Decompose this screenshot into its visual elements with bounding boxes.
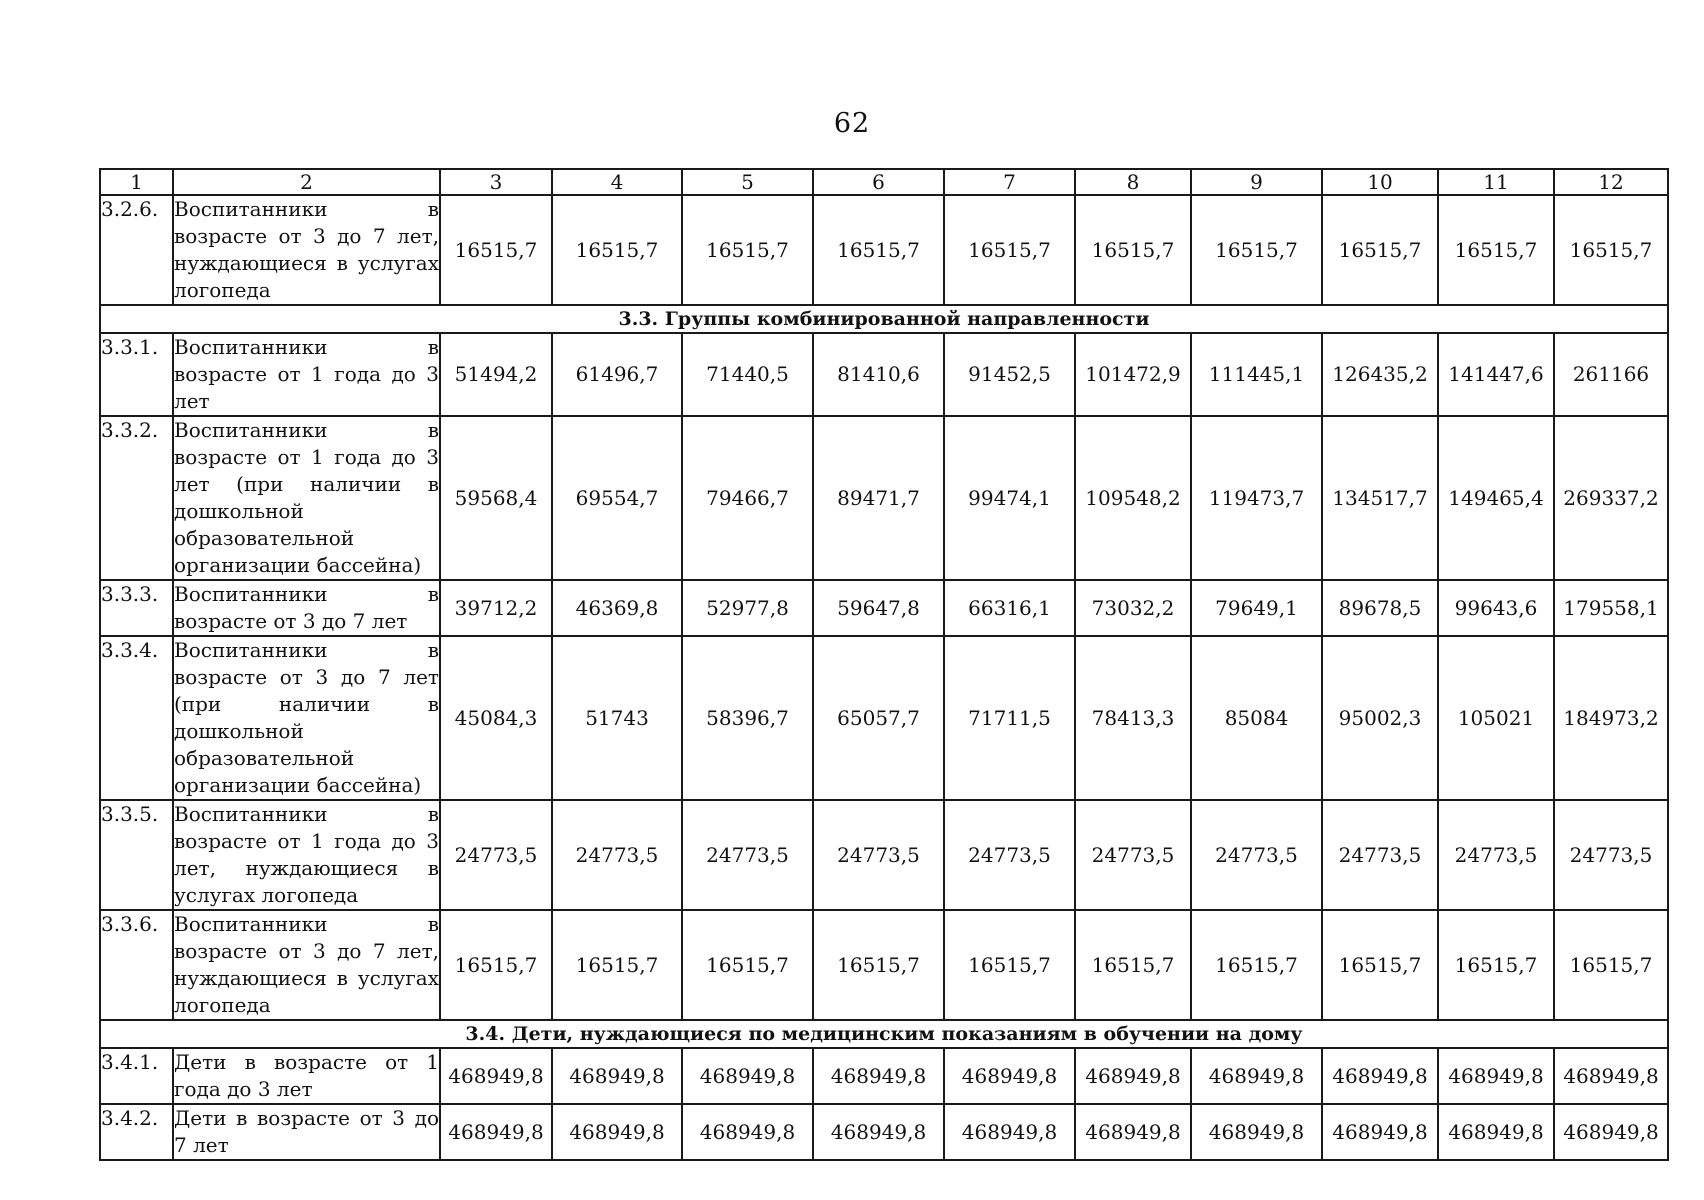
value-cell: 16515,7 [1438, 195, 1554, 305]
value-cell: 468949,8 [552, 1104, 682, 1160]
row-code: 3.2.6. [100, 195, 173, 305]
value-cell: 179558,1 [1554, 580, 1668, 636]
value-cell: 134517,7 [1322, 416, 1438, 580]
value-cell: 85084 [1191, 636, 1322, 800]
value-cell: 468949,8 [1322, 1048, 1438, 1104]
value-cell: 89678,5 [1322, 580, 1438, 636]
column-number: 1 [100, 169, 173, 195]
value-cell: 468949,8 [552, 1048, 682, 1104]
value-cell: 16515,7 [1191, 195, 1322, 305]
value-cell: 468949,8 [440, 1048, 552, 1104]
value-cell: 24773,5 [552, 800, 682, 910]
table-row [100, 910, 1668, 1020]
value-cell: 468949,8 [1438, 1048, 1554, 1104]
value-cell: 24773,5 [1075, 800, 1191, 910]
table-row [100, 800, 1668, 910]
row-description: Дети в возрасте от 1 года до 3 лет [173, 1048, 440, 1104]
row-code: 3.4.1. [100, 1048, 173, 1104]
row-code: 3.3.4. [100, 636, 173, 800]
value-cell: 468949,8 [682, 1048, 813, 1104]
value-cell: 24773,5 [813, 800, 944, 910]
value-cell: 16515,7 [682, 910, 813, 1020]
value-cell: 16515,7 [1438, 910, 1554, 1020]
section-heading-row [100, 1020, 1668, 1048]
value-cell: 468949,8 [813, 1048, 944, 1104]
table-row [100, 580, 1668, 636]
value-cell: 16515,7 [1075, 195, 1191, 305]
row-code: 3.3.3. [100, 580, 173, 636]
value-cell: 24773,5 [1191, 800, 1322, 910]
value-cell: 16515,7 [1554, 910, 1668, 1020]
table-row [100, 1104, 1668, 1160]
value-cell: 52977,8 [682, 580, 813, 636]
value-cell: 79466,7 [682, 416, 813, 580]
value-cell: 58396,7 [682, 636, 813, 800]
column-number: 5 [682, 169, 813, 195]
value-cell: 99474,1 [944, 416, 1075, 580]
column-number: 6 [813, 169, 944, 195]
table-row [100, 1048, 1668, 1104]
value-cell: 468949,8 [1322, 1104, 1438, 1160]
value-cell: 61496,7 [552, 333, 682, 416]
value-cell: 16515,7 [944, 195, 1075, 305]
value-cell: 16515,7 [1075, 910, 1191, 1020]
value-cell: 119473,7 [1191, 416, 1322, 580]
column-number: 11 [1438, 169, 1554, 195]
column-number: 8 [1075, 169, 1191, 195]
value-cell: 24773,5 [682, 800, 813, 910]
value-cell: 78413,3 [1075, 636, 1191, 800]
value-cell: 16515,7 [813, 910, 944, 1020]
value-cell: 468949,8 [1191, 1048, 1322, 1104]
value-cell: 66316,1 [944, 580, 1075, 636]
row-code: 3.3.5. [100, 800, 173, 910]
value-cell: 51494,2 [440, 333, 552, 416]
column-number: 9 [1191, 169, 1322, 195]
value-cell: 45084,3 [440, 636, 552, 800]
row-description: Воспитанники в возрасте от 3 до 7 лет [173, 580, 440, 636]
value-cell: 16515,7 [944, 910, 1075, 1020]
value-cell: 16515,7 [552, 910, 682, 1020]
row-description: Воспитанники в возрасте от 1 года до 3 лет, нуждающиеся в услугах логопеда [173, 800, 440, 910]
column-number: 7 [944, 169, 1075, 195]
value-cell: 468949,8 [1075, 1104, 1191, 1160]
value-cell: 16515,7 [1554, 195, 1668, 305]
value-cell: 126435,2 [1322, 333, 1438, 416]
value-cell: 65057,7 [813, 636, 944, 800]
value-cell: 95002,3 [1322, 636, 1438, 800]
row-description: Воспитанники в возрасте от 1 года до 3 лет (при наличии в дошкольной образовательной организации бассейна) [173, 416, 440, 580]
value-cell: 16515,7 [813, 195, 944, 305]
row-description: Воспитанники в возрасте от 3 до 7 лет, нуждающиеся в услугах логопеда [173, 910, 440, 1020]
value-cell: 59647,8 [813, 580, 944, 636]
value-cell: 101472,9 [1075, 333, 1191, 416]
column-number-row [100, 169, 1668, 195]
row-description: Воспитанники в возрасте от 1 года до 3 лет [173, 333, 440, 416]
row-code: 3.3.2. [100, 416, 173, 580]
value-cell: 16515,7 [552, 195, 682, 305]
value-cell: 468949,8 [1554, 1048, 1668, 1104]
value-cell: 16515,7 [440, 910, 552, 1020]
table-row [100, 333, 1668, 416]
column-number: 4 [552, 169, 682, 195]
row-code: 3.4.2. [100, 1104, 173, 1160]
section-title: 3.4. Дети, нуждающиеся по медицинским показаниям в обучении на дому [100, 1020, 1668, 1048]
value-cell: 24773,5 [440, 800, 552, 910]
value-cell: 468949,8 [1438, 1104, 1554, 1160]
section-title: 3.3. Группы комбинированной направленности [100, 305, 1668, 333]
value-cell: 269337,2 [1554, 416, 1668, 580]
value-cell: 468949,8 [813, 1104, 944, 1160]
value-cell: 69554,7 [552, 416, 682, 580]
value-cell: 111445,1 [1191, 333, 1322, 416]
value-cell: 468949,8 [440, 1104, 552, 1160]
value-cell: 71440,5 [682, 333, 813, 416]
column-number: 2 [173, 169, 440, 195]
row-code: 3.3.6. [100, 910, 173, 1020]
row-description: Дети в возрасте от 3 до 7 лет [173, 1104, 440, 1160]
tariff-table [99, 168, 1669, 1161]
value-cell: 468949,8 [682, 1104, 813, 1160]
value-cell: 71711,5 [944, 636, 1075, 800]
value-cell: 149465,4 [1438, 416, 1554, 580]
value-cell: 51743 [552, 636, 682, 800]
value-cell: 79649,1 [1191, 580, 1322, 636]
value-cell: 39712,2 [440, 580, 552, 636]
value-cell: 59568,4 [440, 416, 552, 580]
value-cell: 24773,5 [1554, 800, 1668, 910]
value-cell: 468949,8 [1191, 1104, 1322, 1160]
row-description: Воспитанники в возрасте от 3 до 7 лет, нуждающиеся в услугах логопеда [173, 195, 440, 305]
value-cell: 89471,7 [813, 416, 944, 580]
column-number: 10 [1322, 169, 1438, 195]
value-cell: 91452,5 [944, 333, 1075, 416]
row-description: Воспитанники в возрасте от 3 до 7 лет (при наличии в дошкольной образовательной организации бассейна) [173, 636, 440, 800]
value-cell: 261166 [1554, 333, 1668, 416]
page-number: 62 [833, 108, 871, 139]
value-cell: 73032,2 [1075, 580, 1191, 636]
value-cell: 81410,6 [813, 333, 944, 416]
value-cell: 184973,2 [1554, 636, 1668, 800]
row-code: 3.3.1. [100, 333, 173, 416]
value-cell: 468949,8 [944, 1048, 1075, 1104]
value-cell: 46369,8 [552, 580, 682, 636]
column-number: 3 [440, 169, 552, 195]
value-cell: 141447,6 [1438, 333, 1554, 416]
value-cell: 105021 [1438, 636, 1554, 800]
value-cell: 468949,8 [944, 1104, 1075, 1160]
value-cell: 16515,7 [1322, 910, 1438, 1020]
value-cell: 24773,5 [1438, 800, 1554, 910]
value-cell: 16515,7 [1191, 910, 1322, 1020]
section-heading-row [100, 305, 1668, 333]
value-cell: 99643,6 [1438, 580, 1554, 636]
value-cell: 468949,8 [1554, 1104, 1668, 1160]
table-row [100, 195, 1668, 305]
value-cell: 16515,7 [682, 195, 813, 305]
value-cell: 24773,5 [1322, 800, 1438, 910]
column-number: 12 [1554, 169, 1668, 195]
value-cell: 16515,7 [440, 195, 552, 305]
value-cell: 16515,7 [1322, 195, 1438, 305]
value-cell: 468949,8 [1075, 1048, 1191, 1104]
table-row [100, 416, 1668, 580]
table-row [100, 636, 1668, 800]
value-cell: 24773,5 [944, 800, 1075, 910]
value-cell: 109548,2 [1075, 416, 1191, 580]
